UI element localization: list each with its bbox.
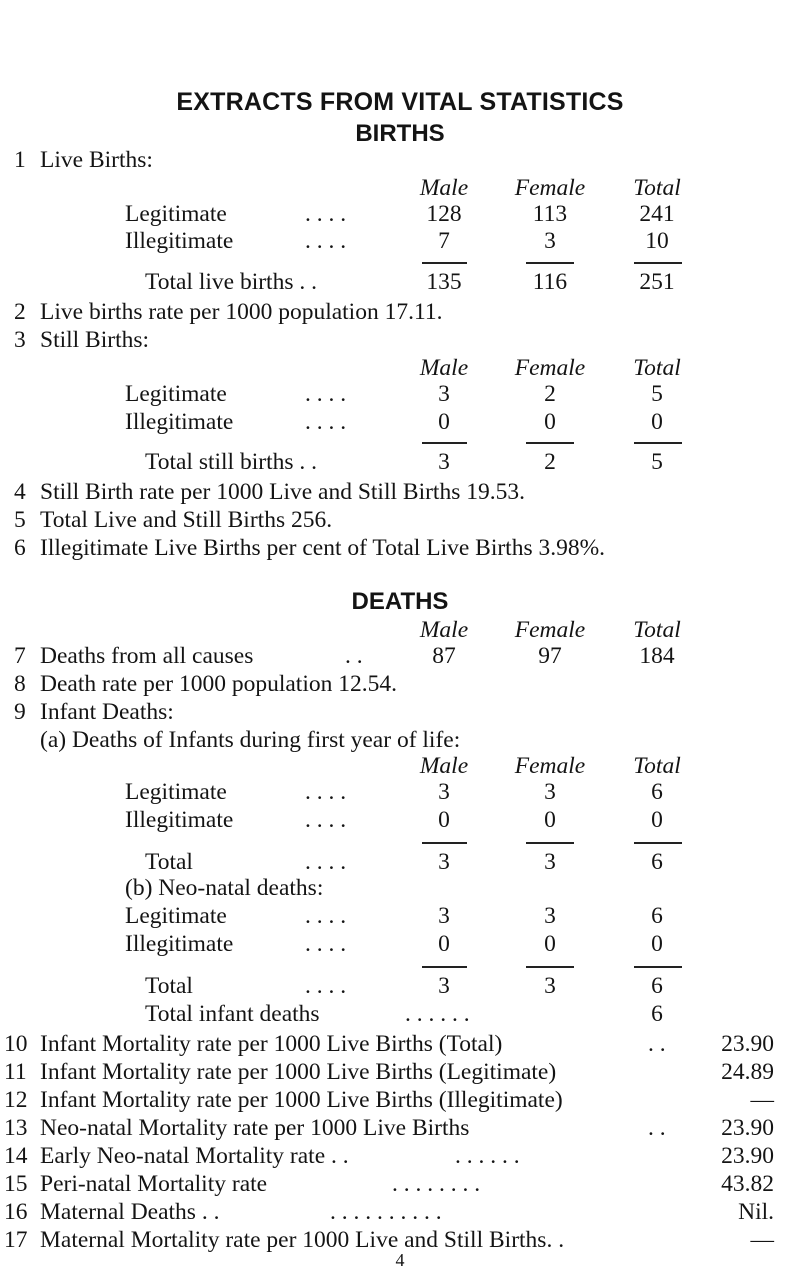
col-female-header: Female <box>514 617 586 643</box>
rate-value: 43.82 <box>721 1171 774 1197</box>
female-value: 0 <box>544 409 556 435</box>
page-title: EXTRACTS FROM VITAL STATISTICS <box>176 88 624 116</box>
leader-dots: . . . . . . . . <box>392 1171 481 1197</box>
leader-dots: . . . . . . . . . . <box>330 1199 442 1225</box>
rate-value: Nil. <box>738 1199 774 1225</box>
leader-dots: . . . . <box>305 779 347 805</box>
col-total-header: Total <box>633 355 681 381</box>
col-female-header: Female <box>514 175 586 201</box>
statement: Death rate per 1000 population 12.54. <box>40 671 397 697</box>
row-label: Illegitimate <box>125 228 234 254</box>
leader-dots: . . . . <box>305 228 347 254</box>
statement: Total Live and Still Births 256. <box>40 507 333 533</box>
row-label: Illegitimate <box>125 807 234 833</box>
female-value: 3 <box>544 228 556 254</box>
deaths-heading: DEATHS <box>351 588 449 615</box>
female-value: 2 <box>544 449 556 475</box>
total-value: 241 <box>639 201 675 227</box>
item-number: 9 <box>14 699 26 725</box>
sum-rule <box>422 966 467 968</box>
total-value: 6 <box>651 903 663 929</box>
statement: Live births rate per 1000 population 17.11. <box>40 299 443 325</box>
rate-label: Maternal Mortality rate per 1000 Live and Still Births. . <box>40 1227 565 1253</box>
sum-rule <box>526 842 574 844</box>
total-value: 5 <box>651 449 663 475</box>
sum-rule <box>634 842 682 844</box>
total-value: 0 <box>651 409 663 435</box>
male-value: 3 <box>438 973 450 999</box>
col-female-header: Female <box>514 355 586 381</box>
total-value: 6 <box>651 849 663 875</box>
item-number: 4 <box>14 479 26 505</box>
total-value: 251 <box>639 269 675 295</box>
col-male-header: Male <box>419 617 469 643</box>
infant-deaths-label: Infant Deaths: <box>40 699 174 725</box>
leader-dots: . . . . <box>305 409 347 435</box>
sum-rule <box>526 442 574 444</box>
col-male-header: Male <box>419 753 469 779</box>
sum-rule <box>634 262 682 264</box>
male-value: 128 <box>426 201 462 227</box>
rate-label: Infant Mortality rate per 1000 Live Births (Total) <box>40 1031 503 1057</box>
total-label: Total <box>145 849 193 875</box>
row-label: Illegitimate <box>125 409 234 435</box>
total-value: 6 <box>651 1001 663 1027</box>
leader-dots: . . . . <box>305 849 347 875</box>
item-number: 10 <box>4 1031 28 1057</box>
male-value: 3 <box>438 381 450 407</box>
row-label: Illegitimate <box>125 931 234 957</box>
leader-dots: . . <box>648 1031 666 1057</box>
rate-label: Maternal Deaths . . <box>40 1199 220 1225</box>
col-total-header: Total <box>633 617 681 643</box>
sum-rule <box>634 966 682 968</box>
leader-dots: . . . . . . <box>405 1001 470 1027</box>
male-value: 3 <box>438 849 450 875</box>
statement: Illegitimate Live Births per cent of Total Live Births 3.98%. <box>40 535 606 561</box>
col-total-header: Total <box>633 753 681 779</box>
total-value: 0 <box>651 931 663 957</box>
sum-rule <box>422 842 467 844</box>
leader-dots: . . . . . . <box>455 1143 520 1169</box>
female-value: 3 <box>544 973 556 999</box>
male-value: 87 <box>432 643 456 669</box>
male-value: 0 <box>438 807 450 833</box>
male-value: 3 <box>438 449 450 475</box>
col-female-header: Female <box>514 753 586 779</box>
sum-rule <box>634 442 682 444</box>
male-value: 3 <box>438 903 450 929</box>
total-value: 0 <box>651 807 663 833</box>
statement: Still Birth rate per 1000 Live and Still Births 19.53. <box>40 479 525 505</box>
item-number: 7 <box>14 643 26 669</box>
female-value: 3 <box>544 849 556 875</box>
female-value: 116 <box>532 269 568 295</box>
item-number: 5 <box>14 507 26 533</box>
subsection-a-label: (a) Deaths of Infants during first year of life: <box>40 727 461 753</box>
rate-label: Neo-natal Mortality rate per 1000 Live Births <box>40 1115 470 1141</box>
leader-dots: . . <box>648 1115 666 1141</box>
leader-dots: . . . . <box>305 973 347 999</box>
rate-value: 23.90 <box>721 1031 774 1057</box>
male-value: 0 <box>438 409 450 435</box>
rate-value: 23.90 <box>721 1143 774 1169</box>
page-number: 4 <box>395 1250 405 1270</box>
leader-dots: . . . . <box>305 807 347 833</box>
col-total-header: Total <box>633 175 681 201</box>
item-number: 15 <box>4 1171 28 1197</box>
item-number: 6 <box>14 535 26 561</box>
total-label: Total infant deaths <box>145 1001 320 1027</box>
live-births-label: Live Births: <box>40 147 153 173</box>
rate-label: Peri-natal Mortality rate <box>40 1171 268 1197</box>
rate-value: 24.89 <box>721 1059 774 1085</box>
item-number: 16 <box>4 1199 28 1225</box>
total-value: 6 <box>651 779 663 805</box>
row-label: Deaths from all causes <box>40 643 254 669</box>
total-value: 6 <box>651 973 663 999</box>
item-number: 8 <box>14 671 26 697</box>
item-number: 2 <box>14 299 26 325</box>
sum-rule <box>526 262 574 264</box>
female-value: 0 <box>544 931 556 957</box>
leader-dots: . . <box>345 643 363 669</box>
male-value: 7 <box>438 228 450 254</box>
female-value: 113 <box>532 201 568 227</box>
item-number: 1 <box>14 147 26 173</box>
female-value: 97 <box>538 643 562 669</box>
col-male-header: Male <box>419 175 469 201</box>
rate-value: 23.90 <box>721 1115 774 1141</box>
item-number: 12 <box>4 1087 28 1113</box>
item-number: 14 <box>4 1143 28 1169</box>
female-value: 3 <box>544 903 556 929</box>
total-label: Total still births . . <box>145 449 317 475</box>
item-number: 13 <box>4 1115 28 1141</box>
sum-rule <box>422 442 467 444</box>
rate-label: Early Neo-natal Mortality rate . . <box>40 1143 349 1169</box>
sum-rule <box>422 262 467 264</box>
sum-rule <box>526 966 574 968</box>
item-number: 17 <box>4 1227 28 1253</box>
male-value: 3 <box>438 779 450 805</box>
item-number: 3 <box>14 327 26 353</box>
total-label: Total <box>145 973 193 999</box>
total-value: 5 <box>651 381 663 407</box>
still-births-label: Still Births: <box>40 327 150 353</box>
row-label: Legitimate <box>125 779 227 805</box>
total-label: Total live births . . <box>145 269 317 295</box>
subsection-b-label: (b) Neo-natal deaths: <box>125 875 324 901</box>
row-label: Legitimate <box>125 381 227 407</box>
row-label: Legitimate <box>125 903 227 929</box>
rate-value: — <box>750 1227 774 1253</box>
female-value: 0 <box>544 807 556 833</box>
leader-dots: . . . . <box>305 381 347 407</box>
births-heading: BIRTHS <box>355 120 445 147</box>
male-value: 0 <box>438 931 450 957</box>
female-value: 2 <box>544 381 556 407</box>
rate-label: Infant Mortality rate per 1000 Live Births (Legitimate) <box>40 1059 557 1085</box>
female-value: 3 <box>544 779 556 805</box>
leader-dots: . . . . <box>305 201 347 227</box>
rate-value: — <box>750 1087 774 1113</box>
male-value: 135 <box>426 269 462 295</box>
col-male-header: Male <box>419 355 469 381</box>
rate-label: Infant Mortality rate per 1000 Live Births (Illegitimate) <box>40 1087 563 1113</box>
leader-dots: . . . . <box>305 903 347 929</box>
total-value: 10 <box>645 228 669 254</box>
row-label: Legitimate <box>125 201 227 227</box>
leader-dots: . . . . <box>305 931 347 957</box>
total-value: 184 <box>639 643 675 669</box>
item-number: 11 <box>4 1059 27 1085</box>
